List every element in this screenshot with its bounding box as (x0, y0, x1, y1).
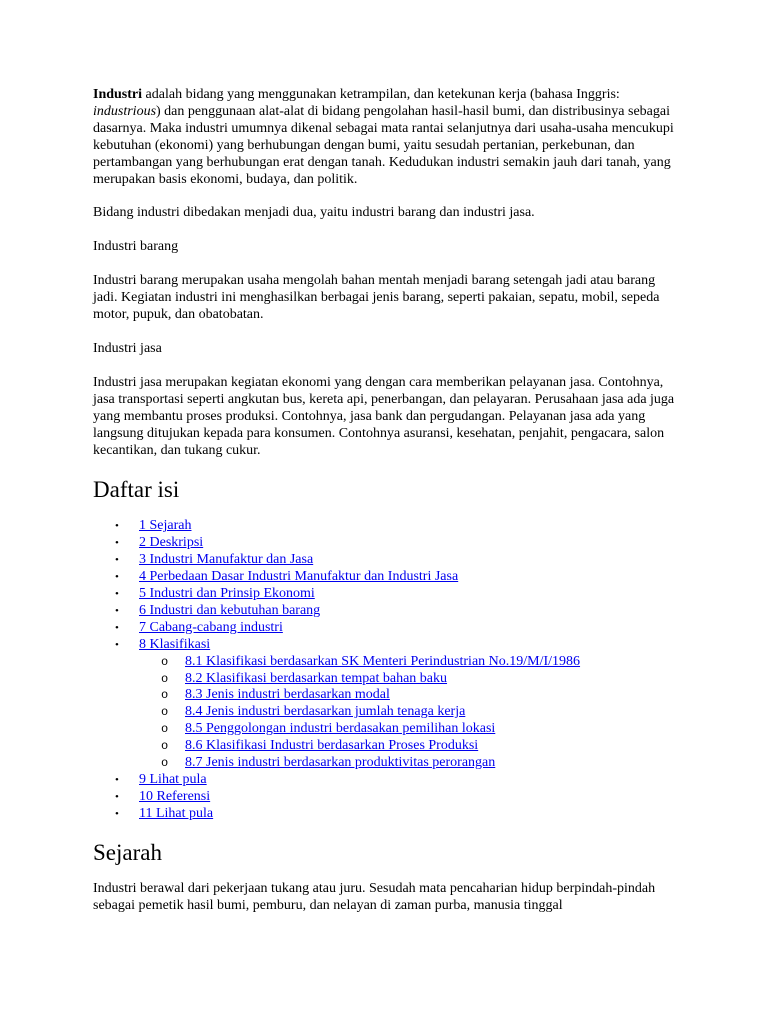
toc-subitem (139, 755, 683, 772)
toc-link-referensi[interactable]: 10 Referensi (139, 788, 211, 804)
intro-paragraph (93, 87, 683, 188)
toc-item (93, 806, 683, 823)
toc-link-8-2[interactable]: 8.2 Klasifikasi berdasarkan tempat bahan baku (185, 670, 448, 686)
toc-link-manufaktur-jasa[interactable]: 3 Industri Manufaktur dan Jasa (139, 552, 314, 568)
sejarah-heading: Sejarah (93, 839, 162, 865)
jasa-heading: Industri jasa (93, 340, 162, 356)
toc-list (93, 518, 683, 822)
toc-link-klasifikasi[interactable]: 8 Klasifikasi (139, 636, 211, 652)
toc-subitem (139, 654, 683, 671)
toc-item (93, 535, 683, 552)
toc-item (93, 772, 683, 789)
toc-link-perbedaan[interactable]: 4 Perbedaan Dasar Industri Manufaktur dan Industri Jasa (139, 569, 459, 585)
toc-link-lihat-pula-2[interactable]: 11 Lihat pula (139, 805, 214, 821)
toc-subitem (139, 687, 683, 704)
toc-link-lihat-pula[interactable]: 9 Lihat pula (139, 772, 207, 787)
intro-text-1: adalah bidang yang menggunakan ketrampilan, dan ketekunan kerja (bahasa Inggris: (142, 87, 620, 102)
toc-link-8-3[interactable]: 8.3 Jenis industri berdasarkan modal (185, 687, 390, 703)
bidang-paragraph: Bidang industri dibedakan menjadi dua, yaitu industri barang dan industri jasa. (93, 205, 535, 221)
toc-link-8-5[interactable]: 8.5 Penggolongan industri berdasakan pemilihan lokasi (185, 721, 496, 737)
intro-term-en: industrious (93, 103, 157, 119)
toc-item (93, 789, 683, 806)
toc-link-kebutuhan-barang[interactable]: 6 Industri dan kebutuhan barang (139, 602, 321, 618)
toc-item (93, 552, 683, 569)
toc-item (93, 569, 683, 586)
barang-paragraph: Industri barang merupakan usaha mengolah bahan mentah menjadi barang setengah jadi atau barang jadi. Kegiatan industri ini menghasilkan berbagai jenis barang, seperti pakaian, sepatu, mobil, sepeda motor, pupuk, dan obatobatan. (93, 273, 660, 323)
toc-link-prinsip-ekonomi[interactable]: 5 Industri dan Prinsip Ekonomi (139, 586, 315, 602)
toc-item (93, 620, 683, 637)
toc-heading: Daftar isi (93, 477, 180, 503)
toc-subitem (139, 738, 683, 755)
toc-sublist (139, 654, 683, 772)
document-content (93, 87, 683, 932)
intro-term: Industri (93, 87, 143, 102)
toc-subitem (139, 721, 683, 738)
toc-subitem (139, 704, 683, 721)
toc-item (93, 603, 683, 620)
toc-link-deskripsi[interactable]: 2 Deskripsi (139, 535, 204, 551)
toc-link-8-7[interactable]: 8.7 Jenis industri berdasarkan produktivitas perorangan (185, 755, 496, 771)
toc-item (93, 586, 683, 603)
toc-link-8-6[interactable]: 8.6 Klasifikasi Industri berdasarkan Proses Produksi (185, 738, 479, 754)
toc-link-sejarah[interactable]: 1 Sejarah (139, 518, 192, 534)
toc-item (93, 637, 683, 772)
jasa-paragraph: Industri jasa merupakan kegiatan ekonomi yang dengan cara memberikan pelayanan jasa. Contohnya, jasa transportasi seperti angkutan bus, kereta api, penerbangan, dan pelayaran. Perusahaan jasa ada juga yang membantu proses produksi. Contohnya, jasa bank dan pergudangan. Pelayanan jasa ada yang langsung ditujukan kepada para konsumen. Contohnya asuransi, kesehatan, penjahit, pengacara, salon kecantikan, dan tukang cukur. (93, 374, 675, 458)
sejarah-paragraph: Industri berawal dari pekerjaan tukang atau juru. Sesudah mata pencaharian hidup berpindah-pindah sebagai pemetik hasil bumi, pemburu, dan nelayan di zaman purba, manusia tinggal (93, 880, 656, 913)
toc-link-cabang[interactable]: 7 Cabang-cabang industri (139, 619, 283, 635)
toc-link-8-1[interactable]: 8.1 Klasifikasi berdasarkan SK Menteri Perindustrian No.19/M/I/1986 (185, 653, 581, 669)
toc-link-8-4[interactable]: 8.4 Jenis industri berdasarkan jumlah tenaga kerja (185, 704, 466, 720)
toc-subitem (139, 671, 683, 688)
toc-item (93, 518, 683, 535)
intro-text-2: ) dan penggunaan alat-alat di bidang pengolahan hasil-hasil bumi, dan distribusinya sebagai dasarnya. Maka industri umumnya dikenal sebagai mata rantai selanjutnya dari usaha-usaha mencukupi kebutuhan (ekonomi) yang berhubungan dengan bumi, yaitu sesudah pertanian, perkebunan, dan pertambangan yang berhubungan erat dengan tanah. Kedudukan industri semakin jauh dari tanah, yang merupakan basis ekonomi, budaya, dan politik. (93, 103, 674, 187)
barang-heading: Industri barang (93, 239, 179, 255)
